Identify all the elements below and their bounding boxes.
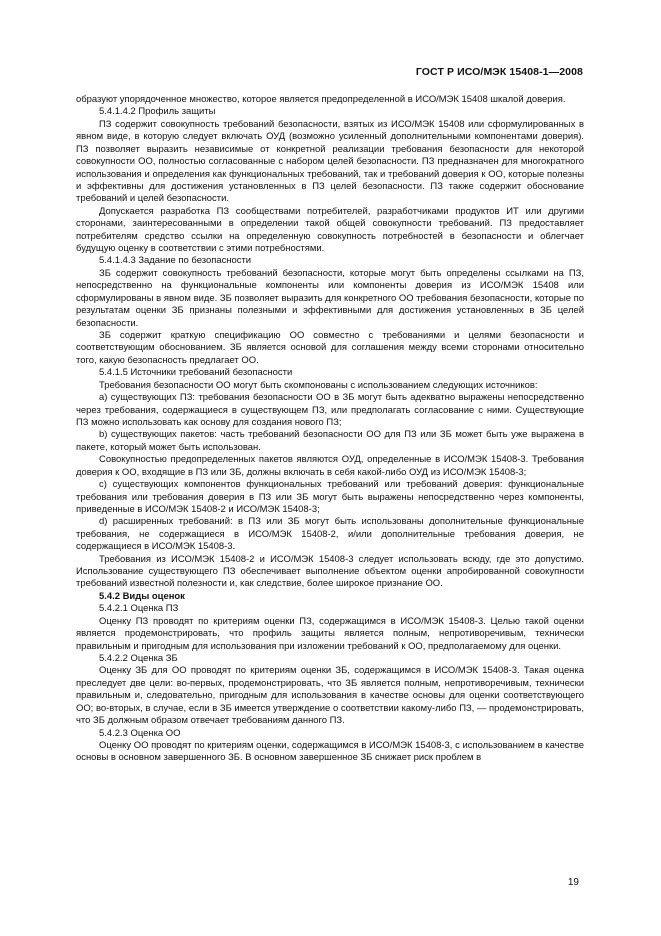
list-item: d) расширенных требований: в ПЗ или ЗБ могут быть использованы дополнительные функциональные требования, не содержащиеся в ИСО/МЭК 15408-2, и/или дополнительные требования доверия, не содержащиеся в ИСО/МЭК 15408-3. [76,516,584,553]
paragraph: ЗБ содержит краткую спецификацию ОО совместно с требованиями и целями безопасности и соответствующим обоснованием. ЗБ является основой для соглашения между всеми сторонами относительно того, какую безопасность предлагает ОО. [76,330,584,366]
page-number: 19 [567,877,579,888]
section-heading: 5.4.2.1 Оценка ПЗ [99,603,179,615]
paragraph: ЗБ содержит совокупность требований безопасности, которые могут быть определены ссылками на ПЗ, непосредственно на функциональные компоненты или компоненты доверия из ИСО/МЭК 15408 или сформулированы в явном виде. ЗБ позволяет выразить для конкретного ОО требования безопасности, которые по результатам оценки ЗБ признаны полезными и эффективными для достижения установленных в ЗБ целей безопасности. [76,267,584,329]
section-heading: 5.4.1.4.3 Задание по безопасности [99,255,252,267]
paragraph: Требования из ИСО/МЭК 15408-2 и ИСО/МЭК 15408-3 следует использовать всюду, где это допустимо. Использование существующего ПЗ обеспечивает выполнение объектом оценки апробированной совокупности требований известной полезности и, как следствие, более широкое признание ОО. [76,553,584,590]
section-heading: 5.4.2.3 Оценка ОО [99,727,181,739]
section-heading: 5.4.1.4.2 Профиль защиты [99,106,216,118]
paragraph: Совокупностью предопределенных пакетов являются ОУД, определенные в ИСО/МЭК 15408-3. Требования доверия к ОО, входящие в ПЗ или ЗБ, должны включать в себя какой-либо ОУД из ИСО/МЭК 15408-3; [76,454,584,478]
paragraph: Оценку ОО проводят по критериям оценки, содержащимся в ИСО/МЭК 15408-3, с использованием в качестве основы в основном завершенного ЗБ. В основном завершенное ЗБ снижает риск проблем в [76,739,584,764]
paragraph: образуют упорядоченное множество, которое является предопределенной в ИСО/МЭК 15408 шкалой доверия. [76,94,566,105]
paragraph: Допускается разработка ПЗ сообществами потребителей, разработчиками продуктов ИТ или другими сторонами, заинтересованными в определении такой общей совокупности требований. ПЗ предоставляет потребителям средство ссылки на определенную совокупность потребностей в безопасности и облегчает будущую оценку в соответствии с этими потребностями. [76,205,584,255]
page-body [76,94,584,765]
list-item: а) существующих ПЗ: требования безопасности ОО в ЗБ могут быть адекватно выражены непосредственно через требования, содержащиеся в существующем ПЗ, или предполагать согласование с ними. Существующие ПЗ можно использовать как основу для создания нового ПЗ; [76,392,584,428]
paragraph: Оценку ЗБ для ОО проводят по критериям оценки ЗБ, содержащимся в ИСО/МЭК 15408-3. Такая оценка преследует две цели: во-первых, продемонстрировать, что ЗБ является полным, непротиворечивым, технически правильным и, следовательно, пригодным для использования в качестве основы для оценки соответствующего ОО; во-вторых, в случае, если в ЗБ имеется утверждение о соответствии какому-либо ПЗ, — продемонстрировать, что ЗБ должным образом отвечает требованиям данного ПЗ. [76,665,584,727]
section-heading: 5.4.1.5 Источники требований безопасности [99,367,293,379]
paragraph: Оценку ПЗ проводят по критериям оценки ПЗ, содержащимся в ИСО/МЭК 15408-3. Целью такой оценки является продемонстрировать, что профиль защиты является полным, непротиворечивым, технически правильным и пригодным для использования при изложении требований к ОО, предполагаемому для оценки. [76,615,584,652]
document-header: ГОСТ Р ИСО/МЭК 15408-1—2008 [415,66,583,78]
list-item: с) существующих компонентов функциональных требований или требований доверия: функциональные требования или требования доверия в ПЗ или ЗБ могут быть выражены непосредственно через компоненты, приведенные в ИСО/МЭК 15408-2 и ИСО/МЭК 15408-3; [76,479,584,515]
paragraph: ПЗ содержит совокупность требований безопасности, взятых из ИСО/МЭК 15408 или сформулированных в явном виде, в которую следует включать ОУД (возможно усиленный дополнительными компонентами доверия). ПЗ позволяет выразить независимые от конкретной реализации требования безопасности для некоторой совокупности ОО, полностью согласованные с набором целей безопасности. ПЗ предназначен для многократного использования и определения как функциональных требований, так и требований доверия к ОО, которые полезны и эффективны для достижения установленных в ПЗ целей безопасности. ПЗ также содержит обоснование требований и целей безопасности. [76,118,584,205]
paragraph: Требования безопасности ОО могут быть скомпонованы с использованием следующих источников: [99,379,538,391]
list-item: b) существующих пакетов: часть требований безопасности ОО для ПЗ или ЗБ может быть уже выражена в пакете, который может быть использован. [76,429,584,453]
subsection-heading: 5.4.2 Виды оценок [99,590,185,602]
section-heading: 5.4.2.2 Оценка ЗБ [99,652,178,664]
